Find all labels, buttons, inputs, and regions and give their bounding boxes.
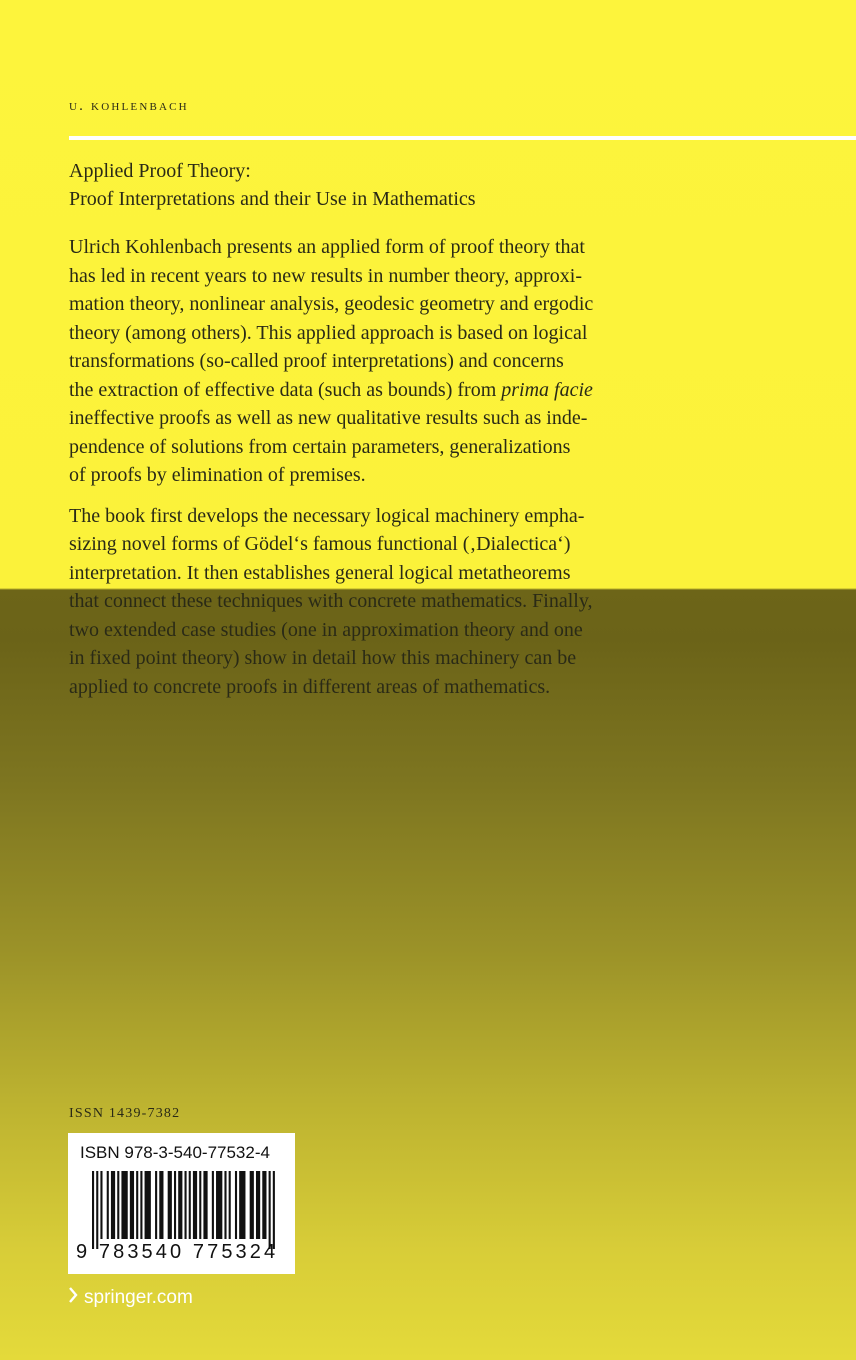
barcode-bar — [212, 1171, 214, 1239]
barcode-bar — [100, 1171, 102, 1239]
barcode-bar — [193, 1171, 197, 1239]
barcode-bar — [174, 1171, 176, 1239]
barcode-bar — [269, 1171, 271, 1249]
description-line-text: the extraction of effective data (such as bounds) from — [69, 378, 497, 401]
barcode-bar — [155, 1171, 157, 1239]
description — [69, 233, 689, 701]
barcode-bar — [199, 1171, 201, 1239]
publisher-url: springer.com — [84, 1287, 193, 1308]
barcode-bar — [107, 1171, 109, 1239]
subtitle-line: Proof Interpretations and their Use in Mathematics — [69, 188, 476, 210]
barcode-bar — [235, 1171, 237, 1239]
barcode-bar — [239, 1171, 245, 1239]
barcode-bar — [203, 1171, 207, 1239]
description-line: of proofs by elimination of premises. — [69, 464, 366, 486]
barcode-bar — [178, 1171, 182, 1239]
chevron-right-icon — [69, 1287, 78, 1309]
divider-rule — [69, 136, 856, 140]
barcode-bar — [121, 1171, 127, 1239]
barcode-label — [68, 1133, 295, 1274]
book-title — [69, 157, 476, 213]
description-line: The book first develops the necessary logical machinery empha- — [69, 504, 585, 527]
barcode-bar — [159, 1171, 163, 1239]
description-line-with-italic — [69, 376, 689, 405]
barcode-bar — [111, 1171, 115, 1239]
barcode-bar — [185, 1171, 187, 1239]
description-line: applied to concrete proofs in different areas of mathematics. — [69, 675, 551, 698]
description-line: that connect these techniques with concrete mathematics. Finally, — [69, 590, 593, 612]
barcode-bar — [145, 1171, 151, 1239]
description-line: mation theory, nonlinear analysis, geodesic geometry and ergodic — [69, 293, 594, 315]
title-line: Applied Proof Theory: — [69, 160, 251, 182]
barcode-bar — [229, 1171, 231, 1239]
description-line: Ulrich Kohlenbach presents an applied form of proof theory that — [69, 236, 585, 258]
barcode-bar — [256, 1171, 260, 1239]
barcode-bar — [140, 1171, 142, 1239]
barcode-bar — [273, 1171, 275, 1249]
barcode-bar — [136, 1171, 138, 1239]
italic-term: prima facie — [501, 378, 593, 401]
description-line: pendence of solutions from certain parameters, generalizations — [69, 435, 571, 458]
description-line: interpretation. It then establishes general logical metatheorems — [69, 561, 571, 584]
description-line: theory (among others). This applied approach is based on logical — [69, 321, 588, 344]
paragraph-gap — [69, 490, 689, 502]
isbn-number: ISBN 978-3-540-77532-4 — [80, 1143, 270, 1162]
barcode-bar — [216, 1171, 222, 1239]
barcode-bar — [224, 1171, 226, 1239]
publisher-link[interactable] — [69, 1287, 193, 1309]
barcode-icon — [92, 1171, 277, 1249]
barcode-bar — [92, 1171, 94, 1249]
barcode-bar — [189, 1171, 191, 1239]
barcode-bar — [168, 1171, 172, 1239]
issn-number: ISSN 1439-7382 — [69, 1106, 181, 1121]
barcode-bar — [96, 1171, 98, 1249]
description-line: in fixed point theory) show in detail how this machinery can be — [69, 647, 577, 669]
barcode-bar — [262, 1171, 266, 1239]
barcode-bar — [130, 1171, 134, 1239]
description-line: two extended case studies (one in approximation theory and one — [69, 618, 583, 641]
description-line: ineffective proofs as well as new qualitative results such as inde- — [69, 407, 588, 429]
barcode-digits: 9 783540 775324 — [76, 1241, 279, 1263]
description-line: transformations (so-called proof interpretations) and concerns — [69, 350, 564, 372]
author-name: u. kohlenbach — [69, 98, 189, 114]
barcode-bar — [250, 1171, 254, 1239]
description-line: sizing novel forms of Gödel‘s famous functional (‚Dialectica‘) — [69, 533, 571, 555]
barcode-bar — [117, 1171, 119, 1239]
description-line: has led in recent years to new results in number theory, approxi- — [69, 264, 582, 287]
